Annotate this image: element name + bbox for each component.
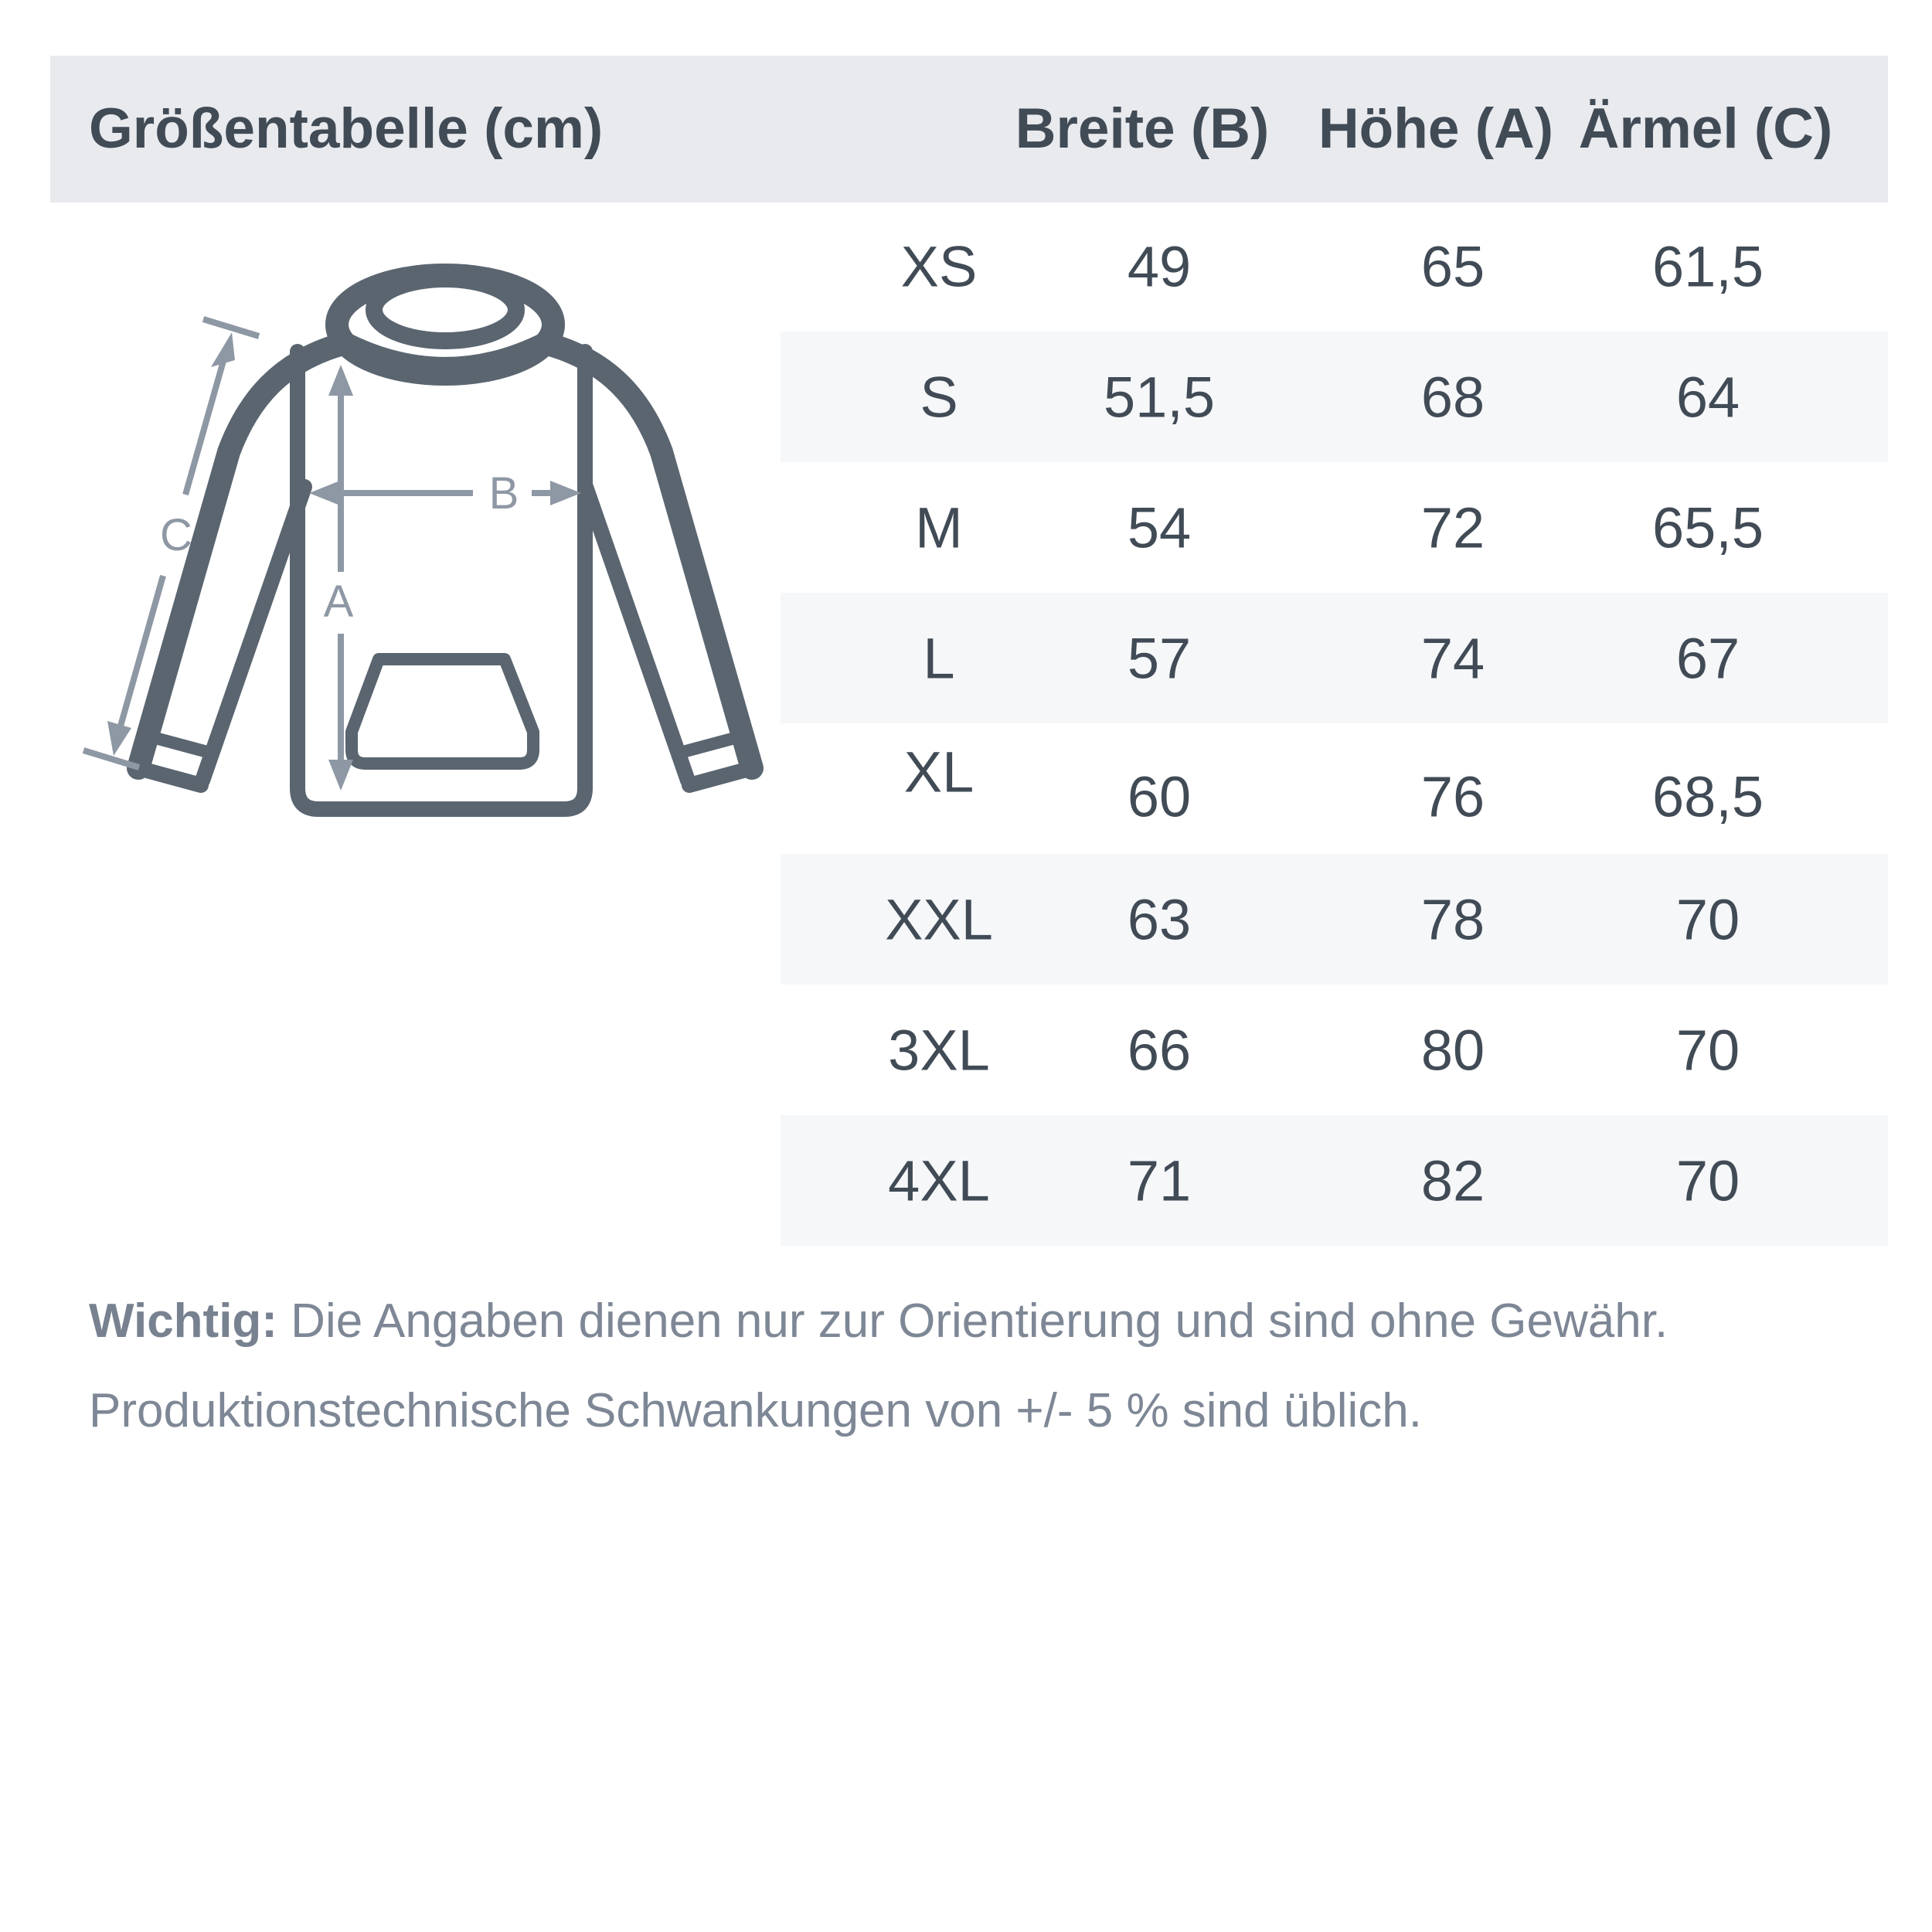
arrow-up-icon [328, 365, 353, 396]
breite-value: 60 [1127, 764, 1192, 828]
disclaimer-line-2: Produktionstechnische Schwankungen von +/- 5 % sind üblich. [89, 1384, 1422, 1437]
size-label: XS [900, 234, 978, 298]
breite-value: 63 [1127, 887, 1192, 951]
size-label: XXL [885, 887, 993, 951]
aermel-value: 70 [1675, 1148, 1740, 1213]
hoehe-value: 72 [1420, 495, 1485, 560]
disclaimer-text: Die Angaben dienen nur zur Orientierung und sind ohne Gewähr. [277, 1294, 1668, 1348]
arrow-down-icon [107, 721, 131, 756]
disclaimer-note [89, 1277, 1820, 1456]
aermel-value: 64 [1675, 365, 1740, 429]
dimension-label-c: C [160, 510, 192, 560]
size-label: 3XL [888, 1018, 990, 1082]
hoehe-value: 82 [1420, 1148, 1485, 1213]
arrow-up-icon [211, 332, 235, 367]
breite-value: 71 [1127, 1148, 1192, 1213]
column-header-aermel: Ärmel (C) [1578, 97, 1833, 160]
disclaimer-prefix: Wichtig: [89, 1294, 277, 1348]
size-label: XL [903, 740, 975, 804]
aermel-value: 61,5 [1651, 234, 1764, 298]
table-row [781, 854, 1888, 985]
hoehe-value: 68 [1420, 365, 1485, 429]
column-header-breite: Breite (B) [1015, 97, 1270, 160]
arrow-left-icon [309, 481, 340, 505]
disclaimer-line-1 [89, 1277, 1820, 1366]
aermel-value: 70 [1675, 887, 1740, 951]
hoehe-value: 65 [1420, 234, 1485, 298]
size-label: 4XL [888, 1148, 990, 1213]
breite-value: 49 [1127, 234, 1192, 298]
dimension-label-a: A [323, 577, 354, 627]
hoehe-value: 78 [1420, 887, 1485, 951]
size-label: S [920, 365, 958, 429]
page-title: Größentabelle (cm) [89, 97, 604, 160]
breite-value: 51,5 [1103, 365, 1216, 429]
size-label: L [923, 626, 955, 690]
hoehe-value: 80 [1420, 1018, 1485, 1082]
aermel-value: 68,5 [1651, 764, 1764, 828]
table-row [781, 332, 1888, 462]
dimension-label-b: B [488, 468, 519, 519]
table-row [781, 462, 1888, 593]
table-row [781, 201, 1888, 332]
breite-value: 66 [1127, 1018, 1192, 1082]
aermel-value: 70 [1675, 1018, 1740, 1082]
column-header-hoehe: Höhe (A) [1318, 97, 1554, 160]
arrow-right-icon [550, 481, 581, 505]
size-label: M [915, 495, 963, 560]
table-row [781, 1115, 1888, 1246]
hoehe-value: 76 [1420, 764, 1485, 828]
aermel-value: 65,5 [1651, 495, 1764, 560]
arrow-down-icon [328, 760, 353, 791]
table-row [781, 593, 1888, 723]
table-row [781, 985, 1888, 1115]
table-row [781, 723, 1888, 854]
hoehe-value: 74 [1420, 626, 1485, 690]
breite-value: 54 [1127, 495, 1192, 560]
breite-value: 57 [1127, 626, 1192, 690]
aermel-value: 67 [1675, 626, 1740, 690]
